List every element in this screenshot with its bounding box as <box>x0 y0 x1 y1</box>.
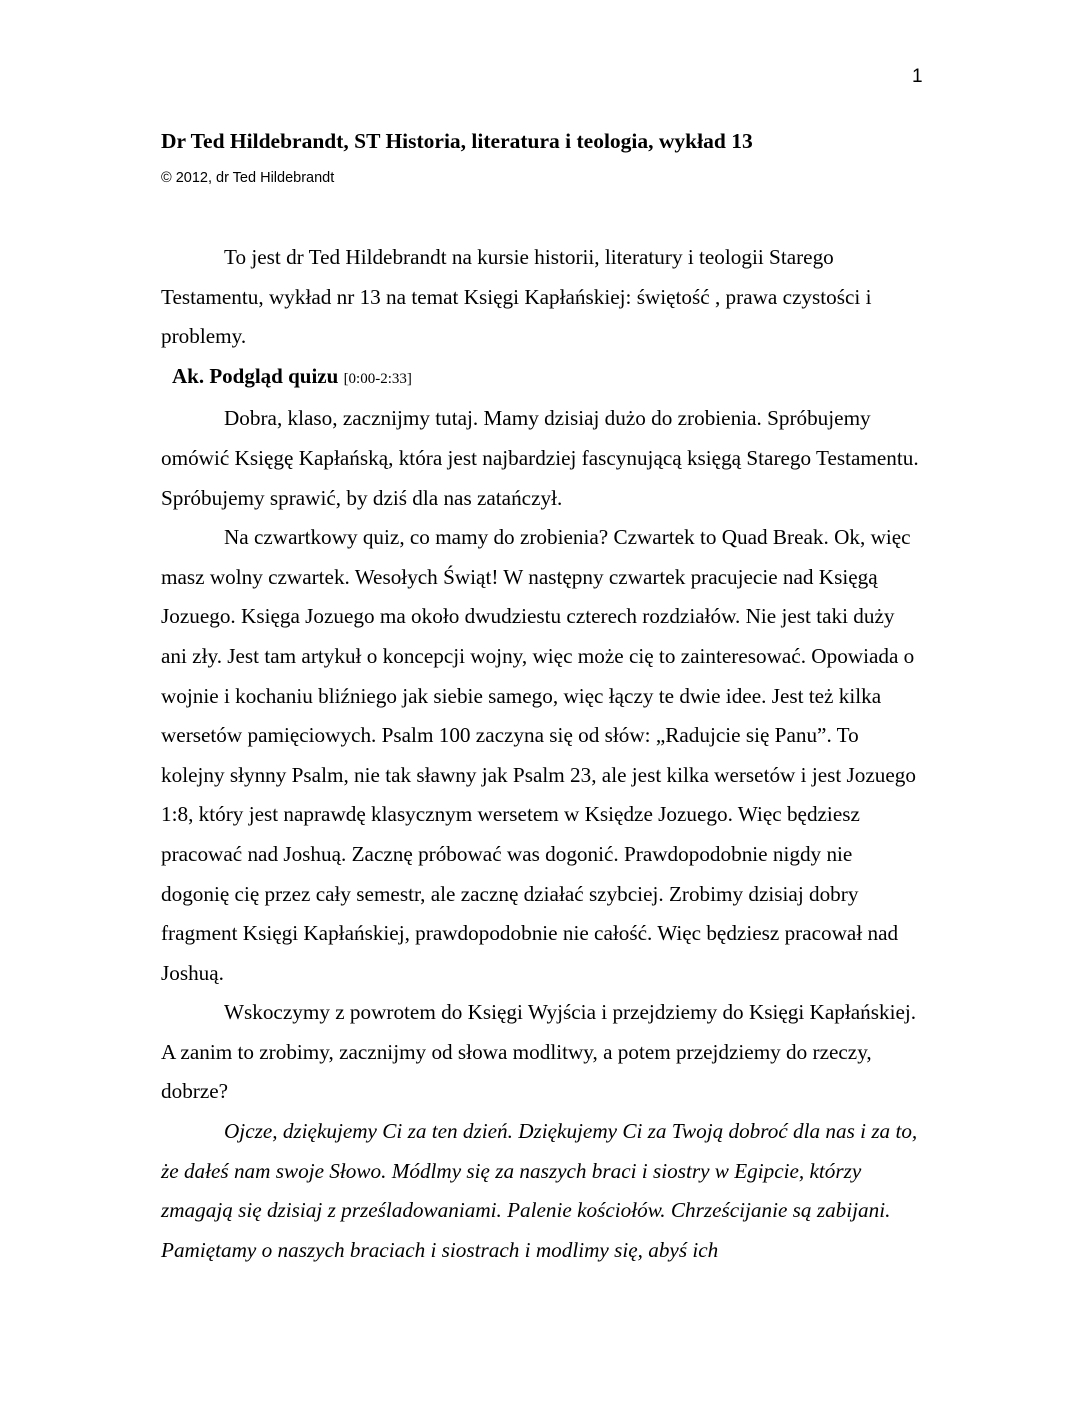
section-heading <box>172 357 925 400</box>
copyright-notice: © 2012, dr Ted Hildebrandt <box>161 170 335 186</box>
document-title: Dr Ted Hildebrandt, ST Historia, literatura i teologia, wykład 13 <box>161 129 753 153</box>
paragraph: Na czwartkowy quiz, co mamy do zrobienia? Czwartek to Quad Break. Ok, więc masz wolny czwartek. Wesołych Świąt! W następny czwartek pracujecie nad Księgą Jozuego. Księga Jozuego ma około dwudziestu czterech rozdziałów. Nie jest taki duży ani zły. Jest tam artykuł o koncepcji wojny, więc może cię to zainteresować. Opowiada o wojnie i kochaniu bliźniego jak siebie samego, więc łączy te dwie idee. Jest też kilka wersetów pamięciowych. Psalm 100 zaczyna się od słów: „Radujcie się Panu”. To kolejny słynny Psalm, nie tak sławny jak Psalm 23, ale jest kilka wersetów i jest Jozuego 1:8, który jest naprawdę klasycznym wersetem w Księdze Jozuego. Więc będziesz pracować nad Joshuą. Zacznę próbować was dogonić. Prawdopodobnie nigdy nie dogonię cię przez cały semestr, ale zacznę działać szybciej. Zrobimy dzisiaj dobry fragment Księgi Kapłańskiej, prawdopodobnie nie całość. Więc będziesz pracował nad Joshuą. <box>161 525 916 985</box>
document-body <box>161 238 925 1270</box>
intro-paragraph: To jest dr Ted Hildebrandt na kursie historii, literatury i teologii Starego Testamentu, wykład nr 13 na temat Księgi Kapłańskiej: świętość , prawa czystości i problemy. <box>161 245 872 349</box>
section-heading-title: Ak. Podgląd quizu <box>172 363 339 388</box>
paragraph: Wskoczymy z powrotem do Księgi Wyjścia i przejdziemy do Księgi Kapłańskiej. A zanim to zrobimy, zacznijmy od słowa modlitwy, a potem przejdziemy do rzeczy, dobrze? <box>161 1000 917 1104</box>
prayer-paragraph: Ojcze, dziękujemy Ci za ten dzień. Dziękujemy Ci za Twoją dobroć dla nas i za to, że dałeś nam swoje Słowo. Módlmy się za naszych braci i siostry w Egipcie, którzy zmagają się dzisiaj z prześladowaniami. Palenie kościołów. Chrześcijanie są zabijani. Pamiętamy o naszych braciach i siostrach i modlimy się, abyś ich <box>161 1119 918 1262</box>
paragraph: Dobra, klaso, zacznijmy tutaj. Mamy dzisiaj dużo do zrobienia. Spróbujemy omówić Księgę Kapłańską, która jest najbardziej fascynującą księgą Starego Testamentu. Spróbujemy sprawić, by dziś dla nas zatańczył. <box>161 406 919 510</box>
page-number: 1 <box>912 66 923 87</box>
section-timestamp: [0:00-2:33] <box>343 370 412 387</box>
